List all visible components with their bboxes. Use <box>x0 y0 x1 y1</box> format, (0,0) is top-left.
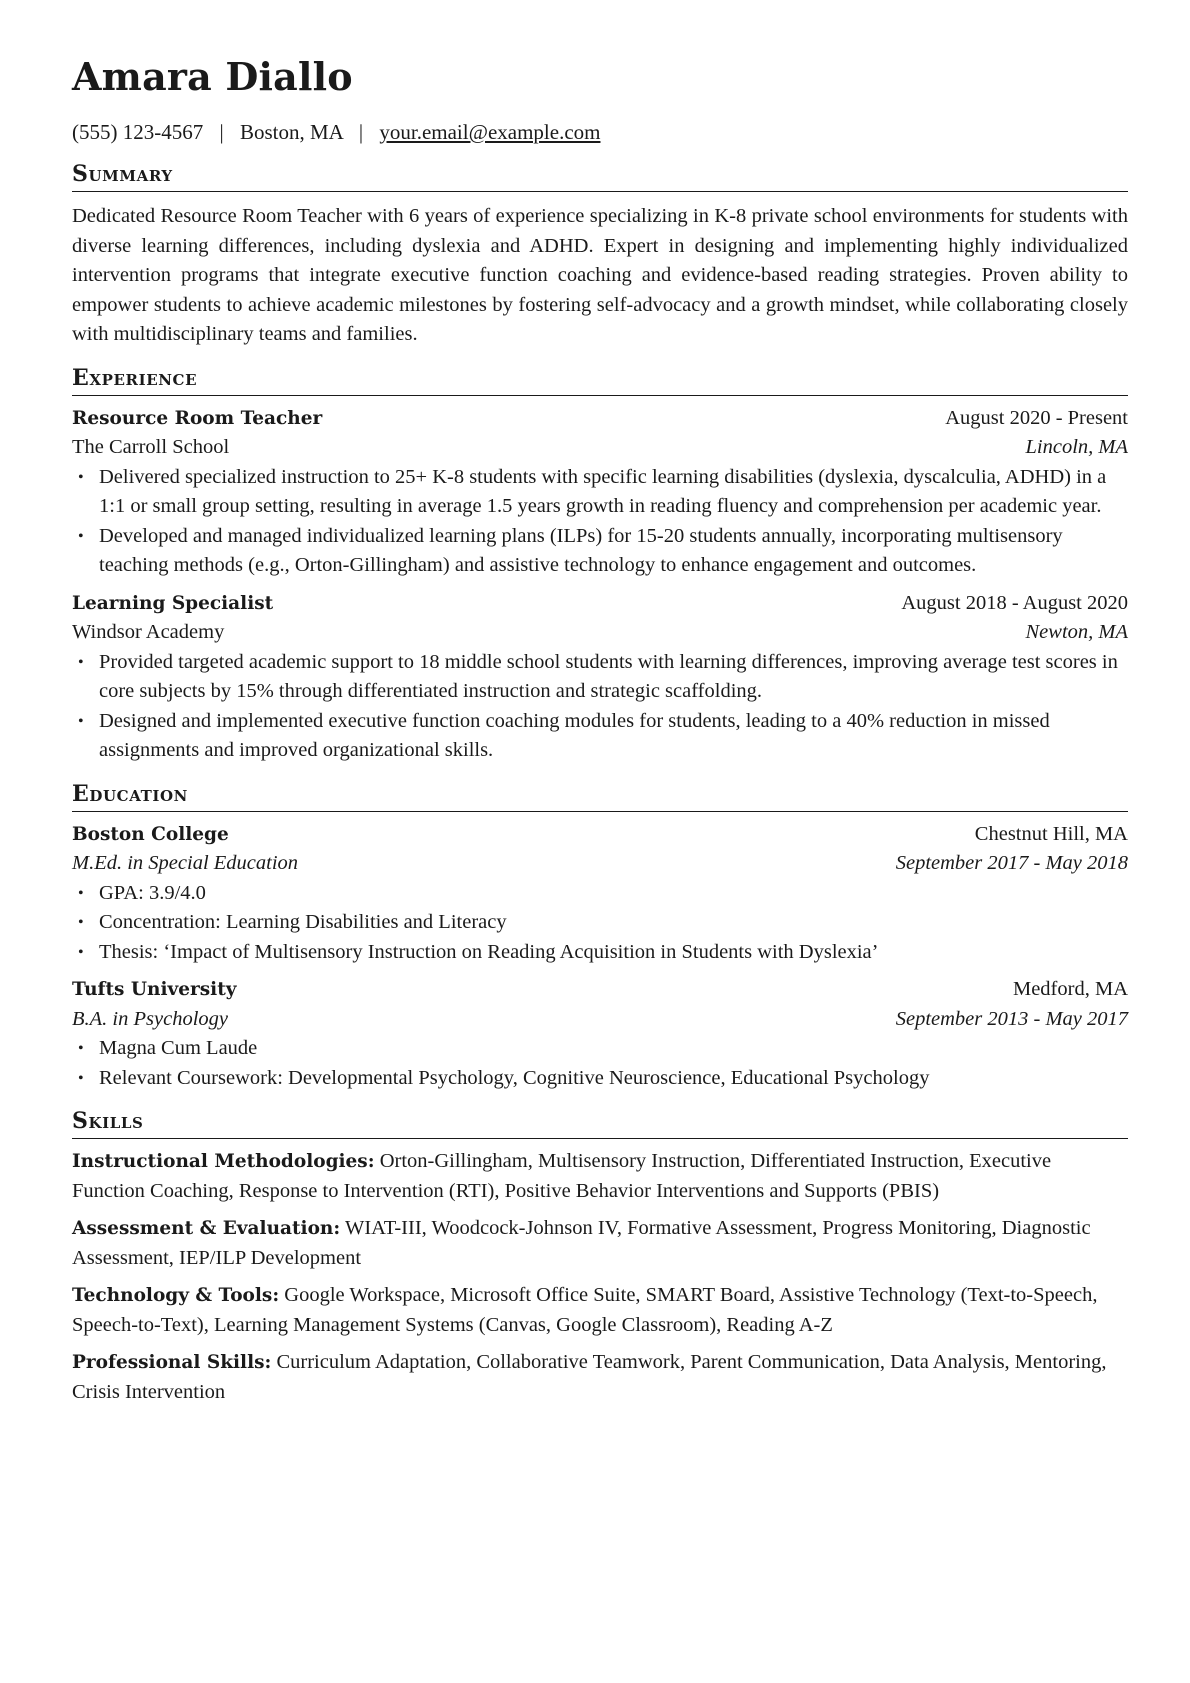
candidate-name: Amara Diallo <box>72 54 353 99</box>
job-entry <box>72 589 1128 766</box>
bullet-text: GPA: 3.9/4.0 <box>99 881 206 904</box>
job-location: Lincoln, MA <box>1025 436 1128 458</box>
job-bullets <box>72 463 1128 581</box>
list-item <box>72 463 1128 522</box>
experience-heading: Experience <box>72 364 1128 396</box>
list-item <box>72 908 1128 938</box>
bullet-icon: • <box>78 1069 84 1087</box>
skill-category: Professional Skills: <box>72 1352 272 1373</box>
resume-page <box>72 54 1128 1407</box>
degree-row <box>72 1005 1128 1035</box>
bullet-text: Concentration: Learning Disabilities and Literacy <box>99 911 507 933</box>
bullet-text: Designed and implemented executive function coaching modules for students, leading to a 40% reduction in missed assignments and improved organizational skills. <box>99 709 1050 761</box>
bullet-text: Magna Cum Laude <box>99 1037 258 1059</box>
phone-number: (555) 123-4567 <box>72 120 204 144</box>
job-dates: August 2018 - August 2020 <box>901 591 1128 614</box>
contact-separator: | <box>358 120 364 144</box>
list-item <box>72 879 1128 909</box>
education-entry <box>72 820 1128 968</box>
skill-items: Curriculum Adaptation, Collaborative Teamwork, Parent Communication, Data Analysis, Mentoring, Crisis Intervention <box>72 1351 1107 1403</box>
skill-category: Technology & Tools: <box>72 1285 280 1306</box>
job-header <box>72 404 1128 434</box>
bullet-icon: • <box>78 884 84 902</box>
employer: The Carroll School <box>72 436 230 458</box>
bullet-text: Delivered specialized instruction to 25+ K-8 students with specific learning disabilities (dyslexia, dyscalculia, ADHD) in a 1:1 or small group setting, resulting in average 1.5 years growth in reading fluency and comprehension per academic year. <box>99 465 1107 517</box>
job-dates: August 2020 - Present <box>945 406 1128 429</box>
contact-line <box>72 118 1128 146</box>
skill-category: Assessment & Evaluation: <box>72 1218 341 1239</box>
list-item <box>72 1034 1128 1064</box>
bullet-icon: • <box>78 1040 84 1057</box>
bullet-icon: • <box>78 914 84 931</box>
education-bullets <box>72 879 1128 968</box>
school-name: Boston College <box>72 823 229 845</box>
bullet-icon: • <box>78 943 84 961</box>
school-name: Tufts University <box>72 979 237 1000</box>
skill-group <box>72 1214 1128 1273</box>
job-location: Newton, MA <box>1025 621 1128 643</box>
list-item <box>72 648 1128 707</box>
bullet-text: Developed and managed individualized learning plans (ILPs) for 15-20 students annually, incorporating multisensory teaching methods (e.g., Orton-Gillingham) and assistive technology to enhance engagement and outcomes. <box>99 524 1063 576</box>
job-title: Resource Room Teacher <box>72 407 323 429</box>
email-link[interactable]: your.email@example.com <box>379 120 601 144</box>
school-header <box>72 975 1128 1005</box>
skill-category: Instructional Methodologies: <box>72 1151 375 1172</box>
degree: M.Ed. in Special Education <box>72 852 299 874</box>
job-bullets <box>72 648 1128 766</box>
job-subheader <box>72 433 1128 463</box>
education-entry <box>72 975 1128 1093</box>
experience-section <box>72 364 1128 766</box>
bullet-text: Provided targeted academic support to 18 middle school students with learning differences, improving average test scores in core subjects by 15% through differentiated instruction and strategic scaffolding. <box>99 650 1118 702</box>
summary-heading: Summary <box>72 160 1128 192</box>
bullet-icon: • <box>78 653 84 671</box>
job-header <box>72 589 1128 619</box>
degree-row <box>72 849 1128 879</box>
list-item <box>72 522 1128 581</box>
list-item <box>72 938 1128 968</box>
skill-items: Google Workspace, Microsoft Office Suite, SMART Board, Assistive Technology (Text-to-Speech, Speech-to-Text), Learning Management Systems (Canvas, Google Classroom), Reading A-Z <box>72 1284 1098 1336</box>
bullet-icon: • <box>78 468 84 486</box>
skill-group <box>72 1147 1128 1206</box>
skill-items: WIAT-III, Woodcock-Johnson IV, Formative Assessment, Progress Monitoring, Diagnostic Assessment, IEP/ILP Development <box>72 1217 1091 1269</box>
job-entry <box>72 404 1128 581</box>
bullet-icon: • <box>78 712 84 730</box>
school-header <box>72 820 1128 850</box>
education-section <box>72 780 1128 1094</box>
degree-dates: September 2013 - May 2017 <box>895 1007 1128 1030</box>
employer: Windsor Academy <box>72 621 225 643</box>
job-title: Learning Specialist <box>72 592 274 614</box>
education-heading: Education <box>72 780 1128 812</box>
skill-items: Orton-Gillingham, Multisensory Instruction, Differentiated Instruction, Executive Function Coaching, Response to Intervention (RTI), Positive Behavior Interventions and Supports (PBIS) <box>72 1150 1052 1202</box>
school-location: Chestnut Hill, MA <box>974 822 1128 845</box>
list-item <box>72 1064 1128 1094</box>
bullet-text: Thesis: ‘Impact of Multisensory Instruction on Reading Acquisition in Students with Dyslexia’ <box>99 940 879 963</box>
bullet-text: Relevant Coursework: Developmental Psychology, Cognitive Neuroscience, Educational Psychology <box>99 1066 930 1089</box>
summary-text: Dedicated Resource Room Teacher with 6 years of experience specializing in K-8 private school environments for students with diverse learning differences, including dyslexia and ADHD. Expert in designing and implementing highly individualized intervention programs that integrate executive function coaching and evidence-based reading strategies. Proven ability to empower students to achieve academic milestones by fostering self-advocacy and a growth mindset, while collaborating closely with multidisciplinary teams and families. <box>72 205 1128 345</box>
degree: B.A. in Psychology <box>72 1007 228 1030</box>
bullet-icon: • <box>78 527 84 545</box>
education-bullets <box>72 1034 1128 1093</box>
skills-section <box>72 1107 1128 1407</box>
skills-heading: Skills <box>72 1107 1128 1139</box>
degree-dates: September 2017 - May 2018 <box>895 852 1128 874</box>
summary-section <box>72 160 1128 350</box>
location: Boston, MA <box>239 120 343 144</box>
school-location: Medford, MA <box>1012 978 1128 1000</box>
contact-separator: | <box>219 120 224 144</box>
list-item <box>72 707 1128 766</box>
skill-group <box>72 1281 1128 1340</box>
skill-group <box>72 1348 1128 1407</box>
job-subheader <box>72 618 1128 648</box>
